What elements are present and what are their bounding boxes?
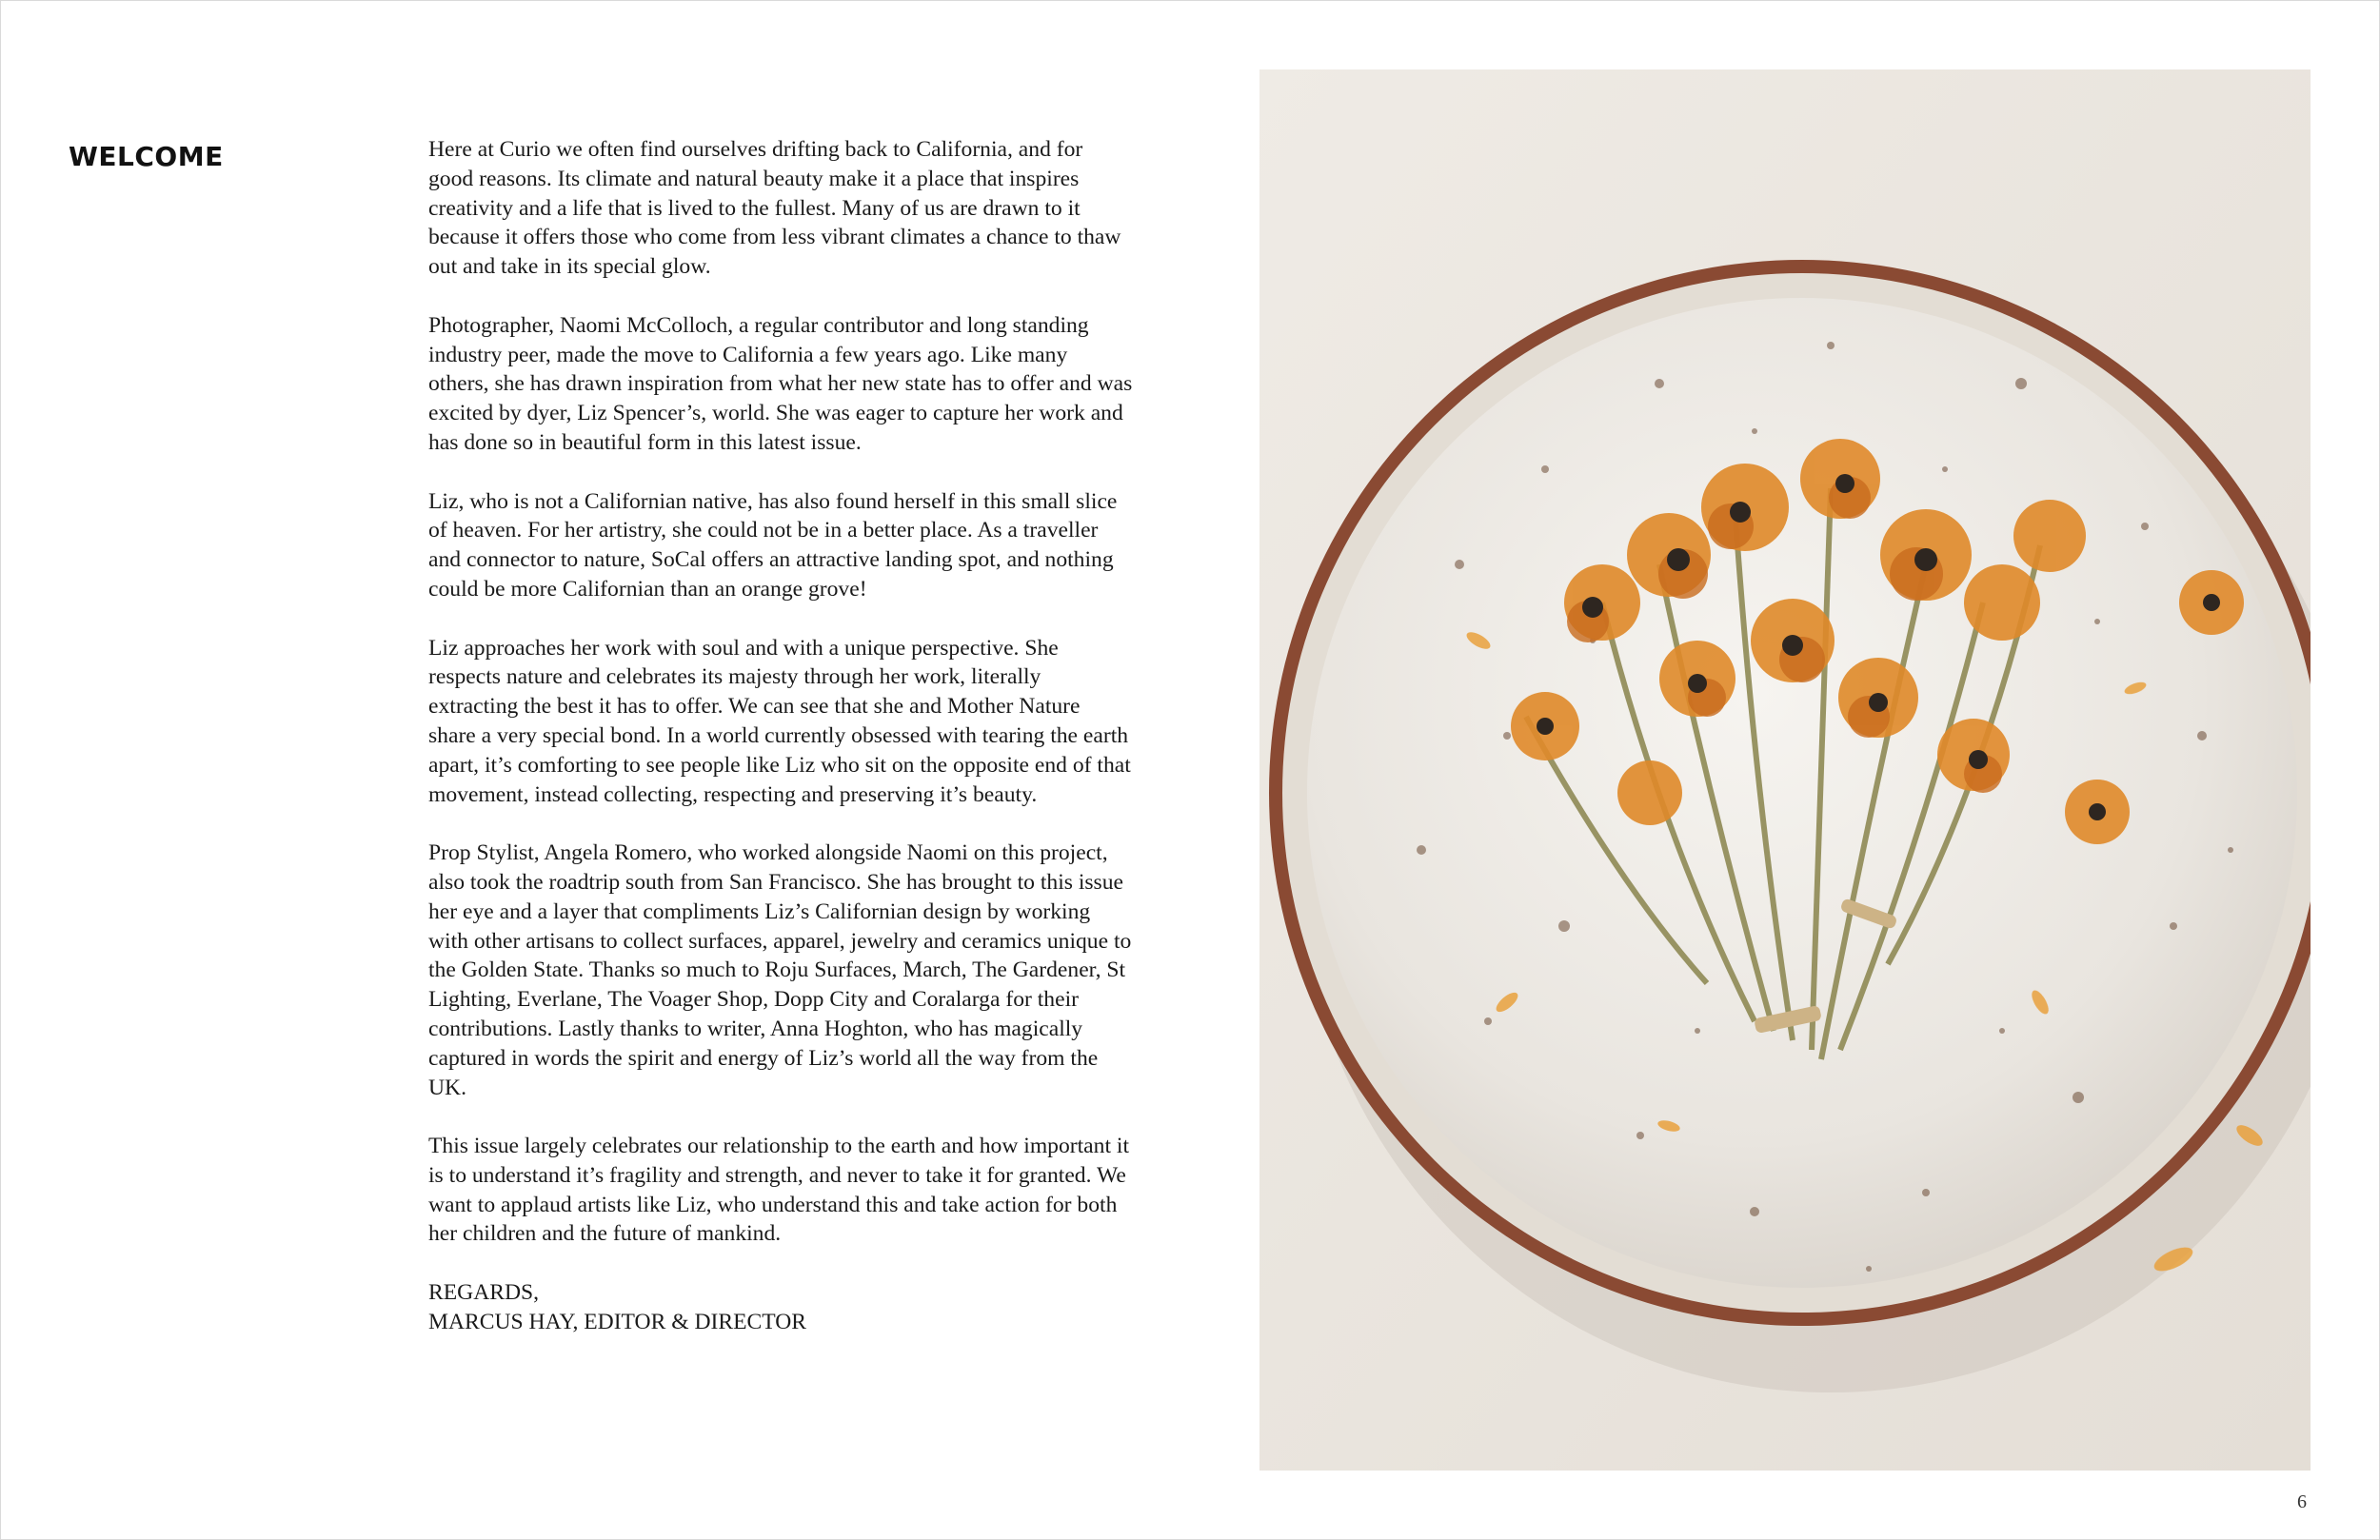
plate-glaze bbox=[1307, 298, 2297, 1288]
paragraph: Here at Curio we often find ourselves drifting back to California, and for good reasons. Its climate and natural beauty make it a place that inspires creativity and a life that is lived to the fullest. Many of us are drawn to it because it offers those who come from less vibrant climates a chance to thaw out and take in its special glow. bbox=[428, 137, 1121, 280]
dried-flowers-photo bbox=[1259, 69, 2311, 1471]
page-heading: WELCOME bbox=[69, 141, 224, 172]
paragraph: This issue largely celebrates our relationship to the earth and how important it is to understand it’s fragility and strength, and never to take it for granted. We want to applaud artists like Liz, who understand this and take action for both her children and the future of mankind. bbox=[428, 1134, 1130, 1247]
paragraph: Liz approaches her work with soul and with a unique perspective. She respects nature and celebrates its majesty through her work, literally extracting the best it has to offer. We can see that she and Mother Nature share a very special bond. In a world currently obsessed with tearing the earth apart, it’s comforting to see people like Liz who sit on the opposite end of that movement, instead collecting, respecting and preserving it’s beauty. bbox=[428, 635, 1131, 807]
paragraph: Photographer, Naomi McColloch, a regular contributor and long standing industry peer, made the move to California a few years ago. Like many others, she has drawn inspiration from what her new state has to offer and was excited by dyer, Liz Spencer’s, world. She was eager to capture her work and has done so in beautiful form in this latest issue. bbox=[428, 312, 1133, 455]
paragraph: Liz, who is not a Californian native, has also found herself in this small slice of heaven. For her artistry, she could not be in a better place. As a traveller and connector to nature, SoCal offers an attractive landing spot, and nothing could be more Californian than an orange grove! bbox=[428, 488, 1118, 602]
page-number: 6 bbox=[2297, 1491, 2307, 1512]
paragraph: Prop Stylist, Angela Romero, who worked alongside Naomi on this project, also took the roadtrip south from San Francisco. She has brought to this issue her eye and a layer that compliments Liz’s Californian design by working with other artisans to collect surfaces, apparel, jewelry and ceramics unique to the Golden State. Thanks so much to Roju Surfaces, March, The Gardener, St Lighting, Everlane, The Voager Shop, Dopp City and Coralarga for their contributions. Lastly thanks to writer, Anna Hoghton, who has magically captured in words the spirit and energy of Liz’s world all the way from the UK. bbox=[428, 840, 1132, 1100]
sign-off: REGARDS, bbox=[428, 1280, 540, 1306]
signature: MARCUS HAY, EDITOR & DIRECTOR bbox=[428, 1309, 807, 1334]
editorial-body bbox=[428, 135, 1133, 1337]
